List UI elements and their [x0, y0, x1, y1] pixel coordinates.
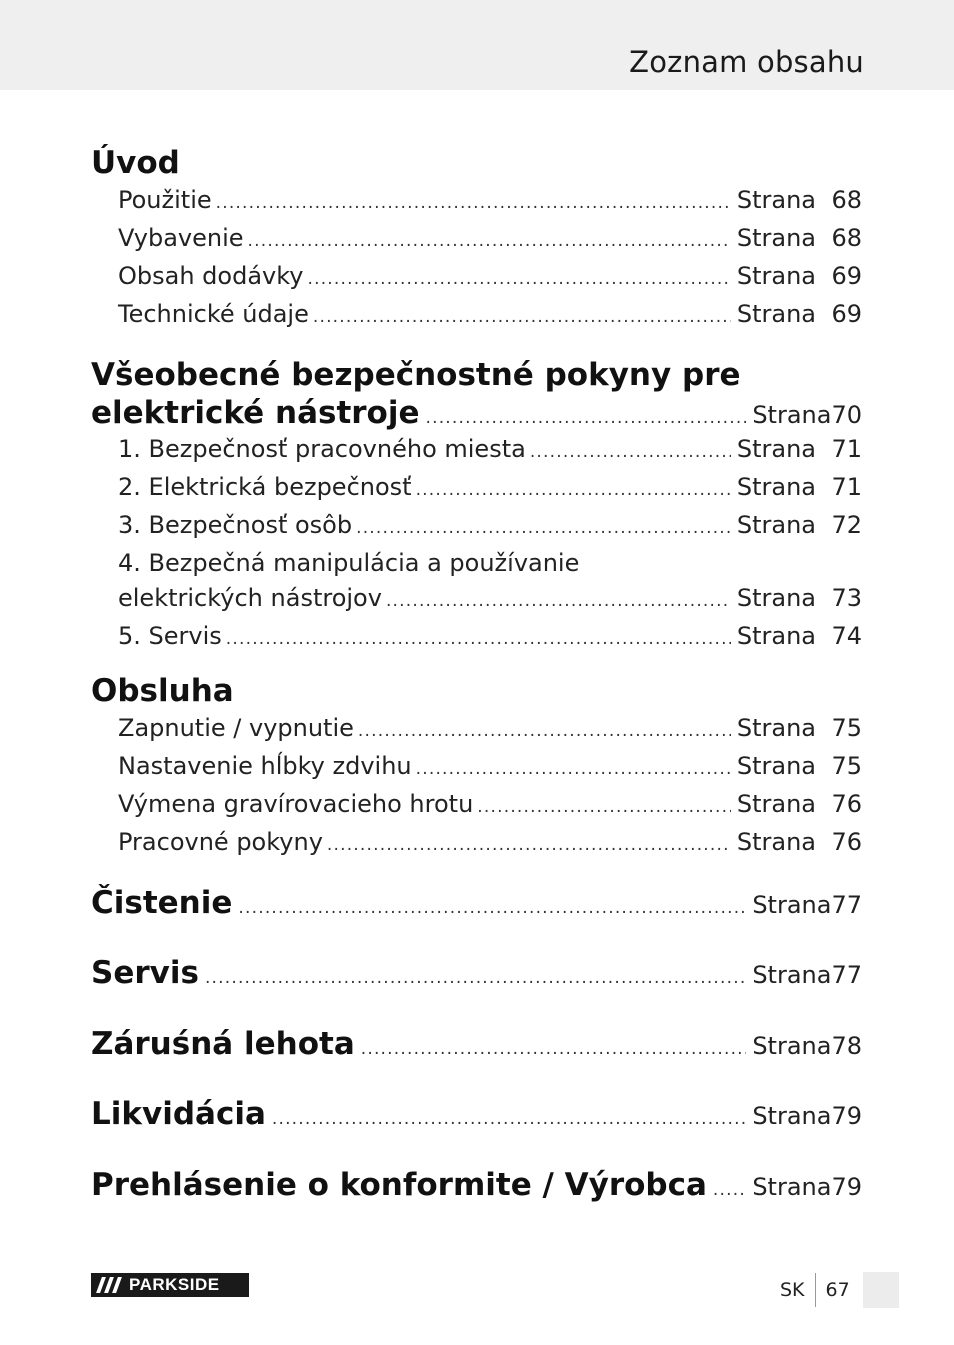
toc-entry[interactable]	[91, 825, 862, 863]
dot-leader	[530, 435, 731, 470]
dot-leader	[238, 898, 746, 918]
entry-label: Výmena gravírovacieho hrotu	[118, 790, 474, 818]
toc-entry[interactable]	[91, 259, 862, 297]
entry-strana: Strana	[736, 186, 816, 214]
dot-leader	[248, 224, 731, 259]
section-heading-line1: Všeobecné bezpečnostné pokyny pre	[91, 357, 741, 393]
toc-section-prehlasenie	[91, 1166, 862, 1204]
toc-entry-wrap[interactable]	[91, 546, 862, 581]
entry-label: Pracovné pokyny	[118, 828, 323, 856]
entry-page: 79	[831, 1173, 862, 1201]
dot-leader	[416, 473, 731, 508]
toc-entry-heading[interactable]	[91, 1025, 862, 1063]
entry-strana: Strana	[752, 961, 832, 989]
toc-section-bezpecnost	[91, 356, 862, 657]
entry-strana: Strana	[736, 790, 816, 818]
entry-strana: Strana	[736, 262, 816, 290]
dot-leader	[426, 408, 747, 428]
dot-leader	[358, 714, 731, 749]
page-title: Zoznam obsahu	[629, 45, 864, 79]
section-heading: Obsluha	[91, 673, 234, 709]
parkside-logo	[91, 1273, 249, 1297]
entry-page: 79	[831, 1102, 862, 1130]
entry-strana: Strana	[736, 752, 816, 780]
entry-strana: Strana	[752, 1102, 832, 1130]
section-heading: Prehlásenie o konformite / Výrobca	[91, 1167, 707, 1203]
entry-strana: Strana	[736, 714, 816, 742]
entry-strana: Strana	[736, 435, 816, 463]
dot-leader	[226, 622, 731, 657]
toc-entry[interactable]	[91, 432, 862, 470]
toc-entry[interactable]	[91, 470, 862, 508]
entry-page: 69	[831, 262, 862, 290]
logo-text: PARKSIDE	[129, 1275, 220, 1294]
entry-label: Zapnutie / vypnutie	[118, 714, 354, 742]
entry-label: Technické údaje	[118, 300, 309, 328]
toc-section-zaruka	[91, 1025, 862, 1063]
toc-entry[interactable]	[91, 183, 862, 221]
section-heading: Záruśná lehota	[91, 1026, 355, 1062]
page-number: 67	[825, 1279, 850, 1301]
dot-leader	[327, 828, 731, 863]
toc-entry[interactable]	[91, 787, 862, 825]
toc-section-likvidacia	[91, 1095, 862, 1133]
toc-entry-heading[interactable]	[91, 884, 862, 922]
entry-label: 3. Bezpečnosť osôb	[118, 511, 353, 539]
entry-strana: Strana	[752, 891, 832, 919]
entry-strana: Strana	[736, 828, 816, 856]
entry-label: Použitie	[118, 186, 212, 214]
entry-strana: Strana	[752, 1173, 832, 1201]
entry-page: 71	[831, 473, 862, 501]
toc-section-cistenie	[91, 884, 862, 922]
entry-page: 75	[831, 714, 862, 742]
entry-label: 1. Bezpečnosť pracovného miesta	[118, 435, 526, 463]
entry-page: 75	[831, 752, 862, 780]
dot-leader	[313, 300, 731, 335]
dot-leader	[361, 1039, 747, 1059]
dot-leader	[477, 790, 731, 825]
entry-label: 2. Elektrická bezpečnosť	[118, 473, 412, 501]
entry-page: 71	[831, 435, 862, 463]
entry-page: 68	[831, 186, 862, 214]
entry-strana: Strana	[736, 300, 816, 328]
entry-label: 4. Bezpečná manipulácia a používanie	[118, 549, 580, 577]
entry-page: 77	[831, 891, 862, 919]
entry-label: 5. Servis	[118, 622, 222, 650]
section-heading: Čistenie	[91, 885, 233, 921]
entry-strana: Strana	[752, 401, 832, 429]
toc-entry[interactable]	[91, 221, 862, 259]
toc-entry[interactable]	[91, 749, 862, 787]
entry-page: 78	[831, 1032, 862, 1060]
toc-entry[interactable]	[91, 297, 862, 335]
entry-label: Nastavenie hĺbky zdvihu	[118, 752, 412, 780]
dot-leader	[307, 262, 730, 297]
toc-entry-heading[interactable]	[91, 954, 862, 992]
toc-section-obsluha	[91, 672, 862, 863]
section-heading: Servis	[91, 955, 199, 991]
language-code: SK	[780, 1279, 805, 1301]
entry-page: 76	[831, 790, 862, 818]
toc-entry[interactable]	[91, 508, 862, 546]
entry-page: 77	[831, 961, 862, 989]
dot-leader	[386, 584, 731, 619]
entry-page: 70	[831, 401, 862, 429]
toc-entry-heading[interactable]	[91, 394, 862, 432]
dot-leader	[416, 752, 731, 787]
entry-page: 69	[831, 300, 862, 328]
page-footer	[780, 1272, 860, 1308]
section-heading: Likvidácia	[91, 1096, 266, 1132]
toc-entry[interactable]	[91, 619, 862, 657]
entry-label: Vybavenie	[118, 224, 244, 252]
logo-stripes-icon	[91, 1273, 129, 1297]
entry-page: 68	[831, 224, 862, 252]
entry-strana: Strana	[736, 473, 816, 501]
dot-leader	[216, 186, 731, 221]
entry-strana: Strana	[736, 511, 816, 539]
entry-page: 72	[831, 511, 862, 539]
dot-leader	[356, 511, 731, 546]
entry-page: 74	[831, 622, 862, 650]
toc-section-uvod	[91, 144, 862, 335]
entry-label: elektrických nástrojov	[118, 584, 382, 612]
dot-leader	[205, 968, 746, 988]
toc-entry[interactable]	[91, 711, 862, 749]
entry-label: Obsah dodávky	[118, 262, 304, 290]
section-heading-line2: elektrické nástroje	[91, 395, 420, 431]
toc-entry-heading[interactable]	[91, 1166, 862, 1204]
toc-entry-heading[interactable]	[91, 1095, 862, 1133]
dot-leader	[713, 1180, 746, 1200]
entry-strana: Strana	[752, 1032, 832, 1060]
entry-strana: Strana	[736, 622, 816, 650]
entry-page: 73	[831, 584, 862, 612]
footer-tab-marker	[863, 1272, 899, 1308]
toc-entry[interactable]	[91, 581, 862, 619]
dot-leader	[272, 1109, 746, 1129]
toc-section-servis	[91, 954, 862, 992]
section-heading: Úvod	[91, 145, 180, 181]
entry-page: 76	[831, 828, 862, 856]
entry-strana: Strana	[736, 224, 816, 252]
entry-strana: Strana	[736, 584, 816, 612]
